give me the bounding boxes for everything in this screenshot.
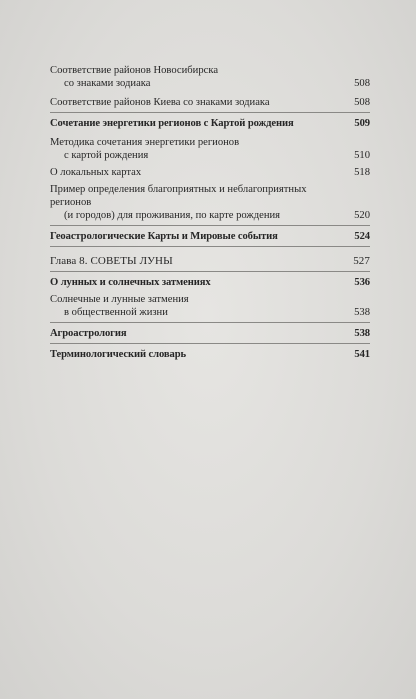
toc-entry (50, 136, 370, 162)
toc-entry-title: Терминологический словарь (50, 349, 186, 360)
toc-page-number: 524 (354, 231, 370, 242)
toc-chapter-heading (50, 255, 370, 268)
toc-entry (50, 64, 370, 90)
toc-entry (50, 117, 370, 130)
toc-entry-title-continued: со знаками зодиака (64, 78, 151, 89)
toc-entry-title-continued: (и городов) для проживания, по карте рождения (64, 210, 281, 221)
toc-entry-title: Методика сочетания энергетики регионов (50, 137, 240, 148)
toc-page-number: 527 (353, 255, 370, 267)
toc-entry (50, 183, 370, 222)
toc-page-number: 538 (354, 307, 370, 318)
toc-page-number: 541 (354, 349, 370, 360)
toc-entry (50, 327, 370, 340)
toc-page-number: 510 (354, 150, 370, 161)
toc-entry-title: Солнечные и лунные затмения (50, 294, 189, 305)
divider (50, 246, 370, 247)
toc-entry-title: Соответствие районов Новосибирска (50, 65, 219, 76)
toc-page-number: 538 (354, 328, 370, 339)
toc-page-number: 508 (354, 97, 370, 108)
toc-entry-title: Сочетание энергетики регионов с Картой рождения (50, 118, 294, 129)
toc-entry (50, 293, 370, 319)
toc-entry (50, 166, 370, 179)
toc-entry (50, 96, 370, 109)
toc-entry-title: Агроастрология (50, 328, 127, 339)
divider (50, 322, 370, 323)
toc-entry-title: Геоастрологические Карты и Мировые события (50, 231, 278, 242)
toc-entry-title-continued: с картой рождения (64, 150, 149, 161)
toc-entry (50, 276, 370, 289)
toc-entry-title: Соответствие районов Киева со знаками зодиака (50, 97, 270, 108)
divider (50, 112, 370, 113)
table-of-contents (50, 64, 370, 361)
toc-entry-title: Пример определения благоприятных и неблагоприятных регионов (50, 184, 307, 208)
divider (50, 225, 370, 226)
toc-entry-title: О локальных картах (50, 167, 142, 178)
toc-page-number: 518 (354, 167, 370, 178)
toc-entry-title: О лунных и солнечных затмениях (50, 277, 211, 288)
divider (50, 343, 370, 344)
toc-entry (50, 230, 370, 243)
toc-page-number: 509 (354, 118, 370, 129)
toc-entry (50, 348, 370, 361)
divider (50, 271, 370, 272)
toc-entry-title: Глава 8. СОВЕТЫ ЛУНЫ (50, 255, 173, 267)
toc-entry-title-continued: в общественной жизни (64, 307, 168, 318)
toc-page-number: 520 (354, 210, 370, 221)
toc-page-number: 508 (354, 78, 370, 89)
toc-page-number: 536 (354, 277, 370, 288)
